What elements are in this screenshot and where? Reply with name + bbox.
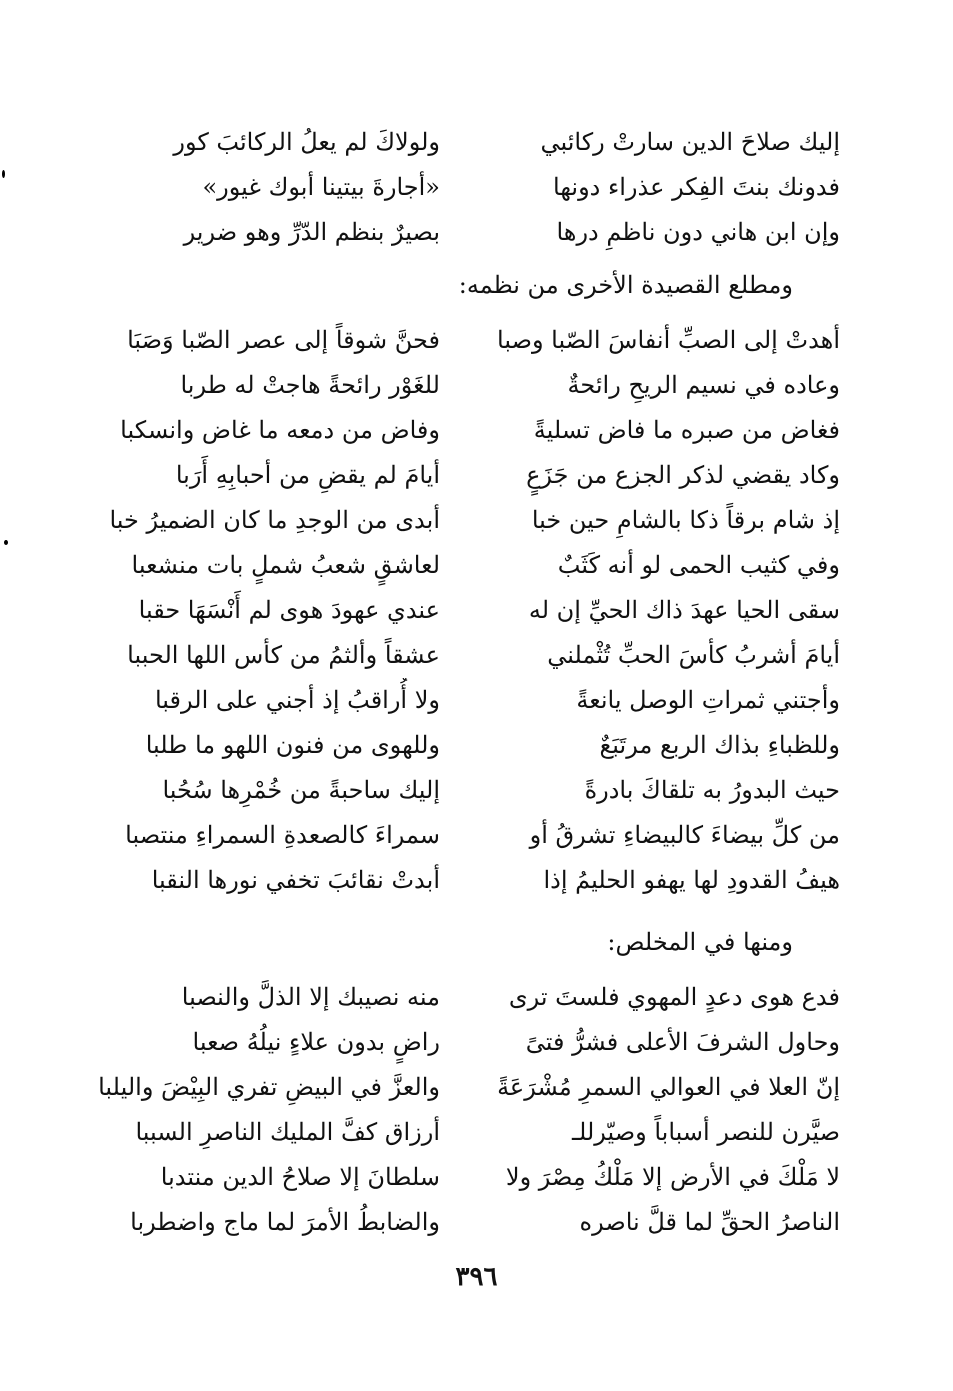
scan-speck [4, 540, 8, 545]
second-hemistich: للغَوْر رائحةً هاجتْ له طربا [180, 371, 440, 399]
first-hemistich: وللظباءِ بذاك الربع مرتَبَعٌ [599, 731, 840, 759]
verse-line [95, 120, 840, 165]
first-hemistich: فدونك بنتَ الفِكر عذراء دونها [553, 173, 840, 201]
second-hemistich: وللهوى من فنون اللهو ما طلبا [145, 731, 440, 759]
second-hemistich: سمراءَ كالصعدةِ السمراءِ منتصبا [125, 821, 440, 849]
second-hemistich: والعزَّ في البيضِ تفري البِيْضَ واليلبا [98, 1073, 440, 1101]
second-hemistich: أبدى من الوجدِ ما كان الضميرُ خبا [109, 506, 440, 534]
first-hemistich: فغاض من صبره ما فاض تسليةً [533, 416, 840, 444]
verse-line [95, 588, 840, 633]
first-hemistich: أهدتْ إلى الصبِّ أنفاسَ الصّبا وصبا [497, 326, 840, 354]
second-hemistich: والضابطُ الأمرَ لما ماج واضطربا [130, 1208, 440, 1236]
verse-line [95, 975, 840, 1020]
first-hemistich: هيفُ القدودِ لها يهفو الحليمُ إذا [543, 866, 840, 894]
verse-line [95, 858, 840, 903]
verse-line [95, 498, 840, 543]
verse-line [95, 1200, 840, 1245]
verse-line [95, 1065, 840, 1110]
scan-speck [2, 170, 5, 178]
second-hemistich: ولا أُراقبُ إذ أجني على الرقبا [154, 686, 440, 714]
second-hemistich: عشقاً وألثمُ من كأس اللها الحببا [127, 641, 440, 669]
verse-line [95, 408, 840, 453]
first-hemistich: وكاد يقضي لذكر الجزع من جَزَعٍ [526, 461, 840, 489]
verse-line [95, 453, 840, 498]
verse-line [95, 678, 840, 723]
first-hemistich: إليك صلاحَ الدين سارتْ ركائبي [540, 128, 840, 156]
verse-line [95, 633, 840, 678]
first-hemistich: من كلِّ بيضاءَ كالبيضاءِ تشرقُ أو [529, 821, 840, 849]
second-hemistich: «أجارةَ بيتينا أبوك غيور» [202, 173, 440, 201]
second-hemistich: سلطانَ إلا صلاحُ الدين منتدبا [160, 1163, 440, 1191]
first-hemistich: وعاده في نسيم الريحِ رائحةٌ [567, 371, 840, 399]
second-hemistich: وفاض من دمعه ما غاض وانسكبا [120, 416, 440, 444]
first-hemistich: الناصرُ الحقِّ لما قلَّ ناصره [579, 1208, 840, 1236]
second-hemistich: أيامَ لم يقضِ من أحبابِهِ أَرَبا [175, 461, 440, 489]
first-hemistich: وفي كثيب الحمى لو أنه كَثَبٌ [557, 551, 840, 579]
verse-line [95, 768, 840, 813]
first-hemistich: وإن ابن هاني دون ناظمِ درها [556, 218, 840, 246]
verse-line [95, 1155, 840, 1200]
first-hemistich: فدع هوى دعدٍ المهوي فلستَ ترى [508, 983, 840, 1011]
verse-line [95, 210, 840, 255]
page-number: ٣٩٦ [455, 1262, 498, 1292]
first-hemistich: سقى الحيا عهدَ ذاك الحيِّ إن له [528, 596, 840, 624]
verse-line [95, 543, 840, 588]
section-heading: ومنها في المخلص: [607, 928, 793, 956]
stanza-2 [95, 318, 840, 903]
verse-line [95, 165, 840, 210]
stanza-1 [95, 120, 840, 255]
second-hemistich: إليك ساحبةً من خُمْرِها سُحُبا [162, 776, 440, 804]
first-hemistich: وحاول الشرفَ الأعلى فشرُّ فتىً [525, 1028, 840, 1056]
verse-line [95, 813, 840, 858]
first-hemistich: صيَّرن للنصر أسباباً وصيّرللـ [572, 1118, 840, 1146]
first-hemistich: إذ شام برقاً ذكا بالشامِ حين خبا [531, 506, 840, 534]
second-hemistich: أبدتْ نقائبَ تخفي نورها النقبا [151, 866, 440, 894]
verse-line [95, 1020, 840, 1065]
first-hemistich: وأجتني ثمراتِ الوصل يانعةً [576, 686, 840, 714]
second-hemistich: عندي عهودَ هوى لم أَنْسَهَا حقبا [138, 596, 440, 624]
second-hemistich: لعاشقٍ شعبُ شملٍ بات منشعبا [131, 551, 440, 579]
stanza-3 [95, 975, 840, 1245]
first-hemistich: إنّ العلا في العوالي السمرِ مُشْرَعَةً [497, 1073, 840, 1101]
second-hemistich: فحنَّ شوقاً إلى عصر الصّبا وَصَبَا [127, 326, 440, 354]
first-hemistich: لا مَلْكَ في الأرض إلا مَلْكُ مِصْرَ ولا [505, 1163, 840, 1191]
second-hemistich: أرزاق كفَّ المليك الناصرِ السببا [135, 1118, 440, 1146]
second-hemistich: ولولاكَ لم يعلُ الركائبَ كور [173, 128, 440, 156]
verse-line [95, 723, 840, 768]
first-hemistich: أيامَ أشربُ كأسَ الحبِّ تُثْملني [547, 641, 840, 669]
second-hemistich: راضٍ بدون علاءٍ نيلُهُ صعبا [192, 1028, 440, 1056]
verse-line [95, 318, 840, 363]
second-hemistich: منه نصيبك إلا الذلَّ والنصبا [181, 983, 440, 1011]
verse-line [95, 363, 840, 408]
section-heading: ومطلع القصيدة الأخرى من نظمه: [458, 271, 793, 299]
first-hemistich: حيث البدورُ به تلقاكَ بادرةً [584, 776, 840, 804]
second-hemistich: بصيرٌ بنظم الدّرِّ وهو ضرير [183, 218, 440, 246]
verse-line [95, 1110, 840, 1155]
